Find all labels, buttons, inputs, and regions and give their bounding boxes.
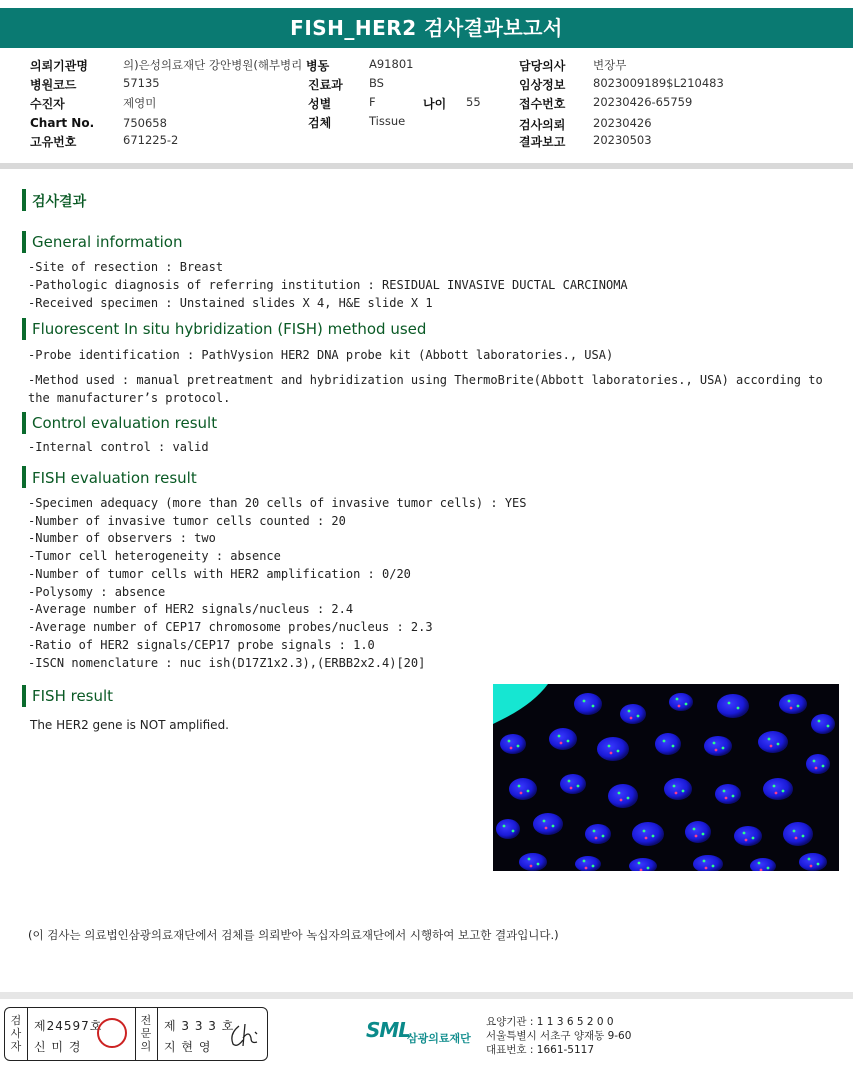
fluorescent-signal bbox=[676, 698, 679, 701]
fluorescent-signal bbox=[592, 865, 595, 868]
cell-nucleus bbox=[549, 728, 577, 750]
section-marker bbox=[22, 189, 26, 211]
info-label: 결과보고 bbox=[519, 135, 566, 149]
text-line: -Number of observers : two bbox=[28, 531, 216, 545]
fluorescent-signal bbox=[818, 720, 821, 723]
fluorescent-signal bbox=[510, 747, 513, 750]
section-heading-result: FISH result bbox=[32, 687, 114, 705]
fluorescent-signal bbox=[797, 705, 800, 708]
text-line: -Internal control : valid bbox=[28, 440, 209, 454]
tester-label: 검사자 bbox=[10, 1014, 22, 1053]
fluorescent-signal bbox=[705, 867, 708, 870]
cell-nucleus bbox=[669, 693, 693, 711]
fluorescent-signal bbox=[647, 867, 650, 870]
fluorescent-signal bbox=[545, 827, 548, 830]
fluorescent-signal bbox=[638, 862, 641, 865]
contact-line: 요양기관 : 1 1 3 6 5 2 0 0 bbox=[486, 1016, 614, 1028]
disclaimer-note: (이 검사는 의료법인삼광의료재단에서 검체를 의뢰받아 녹십자의료재단에서 시행하여 보고한 결과입니다.) bbox=[28, 928, 559, 942]
fluorescent-signal bbox=[713, 742, 716, 745]
text-line: -Pathologic diagnosis of referring institution : RESIDUAL INVASIVE DUCTAL CARCINOMA bbox=[28, 278, 628, 292]
patient-info-block bbox=[0, 55, 853, 155]
info-value: 55 bbox=[466, 95, 481, 109]
fluorescent-signal bbox=[758, 862, 761, 865]
text-line: -Site of resection : Breast bbox=[28, 260, 224, 274]
section-heading-general: General information bbox=[32, 233, 183, 251]
cell-nucleus bbox=[715, 784, 741, 804]
fluorescent-signal bbox=[627, 797, 630, 800]
fluorescent-signal bbox=[695, 835, 698, 838]
info-value: 의)은성의료재단 강안병원(해부병리 bbox=[123, 58, 303, 72]
cell-nucleus bbox=[763, 778, 793, 800]
info-label: 병원코드 bbox=[30, 78, 77, 92]
info-label: 고유번호 bbox=[30, 135, 77, 149]
fluorescent-signal bbox=[663, 740, 666, 743]
contact-info bbox=[486, 1015, 631, 1057]
section-heading-control: Control evaluation result bbox=[32, 414, 218, 432]
fluorescent-signal bbox=[592, 705, 595, 708]
info-value: BS bbox=[369, 76, 384, 90]
cell-nucleus bbox=[799, 853, 827, 871]
fluorescent-signal bbox=[693, 828, 696, 831]
cell-nucleus bbox=[779, 694, 807, 714]
info-value: 20230503 bbox=[593, 133, 652, 147]
info-value: 671225-2 bbox=[123, 133, 179, 147]
fluorescent-signal bbox=[715, 749, 718, 752]
text-line: -Received specimen : Unstained slides X 4, H&E slide X 1 bbox=[28, 296, 433, 310]
fluorescent-signal bbox=[775, 792, 778, 795]
text-line: -Average number of CEP17 chromosome probes/nucleus : 2.3 bbox=[28, 620, 433, 634]
main-heading: 검사결과 bbox=[32, 194, 87, 210]
signature-icon bbox=[227, 1020, 263, 1050]
info-value: 변장무 bbox=[593, 58, 627, 72]
fluorescent-signal bbox=[508, 740, 511, 743]
cell-nucleus bbox=[758, 731, 788, 753]
fluorescent-signal bbox=[630, 717, 633, 720]
fluorescent-signal bbox=[530, 865, 533, 868]
info-value: F bbox=[369, 95, 376, 109]
info-label: 접수번호 bbox=[519, 97, 566, 111]
text-line: -Specimen adequacy (more than 20 cells of invasive tumor cells) : YES bbox=[28, 496, 527, 510]
cell-nucleus bbox=[620, 704, 646, 724]
contact-line: 서울특별시 서초구 양재동 9-60 bbox=[486, 1030, 632, 1042]
fluorescent-signal bbox=[795, 837, 798, 840]
fluorescent-signal bbox=[743, 832, 746, 835]
result-text: The HER2 gene is NOT amplified. bbox=[30, 718, 229, 732]
fluorescent-signal bbox=[722, 747, 725, 750]
report-title: FISH_HER2 검사결과보고서 bbox=[0, 8, 853, 48]
cell-nucleus bbox=[496, 819, 520, 839]
fluorescent-signal bbox=[610, 752, 613, 755]
fluorescent-signal bbox=[802, 835, 805, 838]
fluorescent-signal bbox=[672, 745, 675, 748]
fluorescent-signal bbox=[593, 830, 596, 833]
fluorescent-signal bbox=[728, 702, 731, 705]
fluorescent-signal bbox=[577, 785, 580, 788]
fluorescent-signal bbox=[810, 865, 813, 868]
divider bbox=[157, 1008, 158, 1060]
info-label: 성별 bbox=[308, 97, 332, 111]
tester-number: 제24597호 bbox=[34, 1019, 103, 1033]
fluorescent-signal bbox=[637, 715, 640, 718]
fluorescent-signal bbox=[602, 835, 605, 838]
fluorescent-signal bbox=[808, 858, 811, 861]
fluorescent-signal bbox=[618, 792, 621, 795]
cell-nucleus bbox=[560, 774, 586, 794]
fluorescent-signal bbox=[567, 740, 570, 743]
fluorescent-signal bbox=[817, 863, 820, 866]
info-value: 750658 bbox=[123, 116, 167, 130]
info-label: 검사의뢰 bbox=[519, 118, 566, 132]
fluorescent-signal bbox=[652, 835, 655, 838]
section-marker bbox=[22, 685, 26, 707]
fluorescent-signal bbox=[528, 858, 531, 861]
info-value: 제영미 bbox=[123, 96, 157, 110]
fluorescent-signal bbox=[682, 790, 685, 793]
cell-nucleus bbox=[585, 824, 611, 844]
fluorescent-signal bbox=[675, 792, 678, 795]
tester-name: 신 미 경 bbox=[34, 1040, 82, 1054]
org-name: 삼광의료재단 bbox=[407, 1032, 471, 1045]
doctor-label: 전문의 bbox=[140, 1014, 152, 1053]
divider bbox=[0, 163, 853, 169]
info-label: 수진자 bbox=[30, 97, 65, 111]
fluorescent-signal bbox=[645, 837, 648, 840]
fluorescent-signal bbox=[620, 799, 623, 802]
info-value: 57135 bbox=[123, 76, 160, 90]
text-line: -Polysomy : absence bbox=[28, 585, 166, 599]
info-label: 진료과 bbox=[308, 78, 343, 92]
fluorescent-signal bbox=[583, 860, 586, 863]
sml-logo bbox=[366, 1016, 478, 1054]
text-line: -Ratio of HER2 signals/CEP17 probe signals : 1.0 bbox=[28, 638, 375, 652]
fluorescent-signal bbox=[543, 820, 546, 823]
section-marker bbox=[22, 412, 26, 434]
cell-nucleus bbox=[509, 778, 537, 800]
fluorescent-signal bbox=[673, 785, 676, 788]
section-heading-evaluation: FISH evaluation result bbox=[32, 469, 197, 487]
fluorescent-signal bbox=[527, 790, 530, 793]
signature-box bbox=[4, 1007, 268, 1061]
fluorescent-signal bbox=[737, 707, 740, 710]
fluorescent-signal bbox=[723, 790, 726, 793]
cell-nucleus bbox=[597, 737, 629, 761]
text-line: -Average number of HER2 signals/nucleus : 2.4 bbox=[28, 602, 354, 616]
section-marker bbox=[22, 466, 26, 488]
text-line: -Method used : manual pretreatment and hybridization using ThermoBrite(Abbott laboratories., USA) according to the manufacturer’s protocol. bbox=[28, 373, 823, 405]
doctor-name: 지 현 영 bbox=[164, 1040, 212, 1054]
info-value: 20230426-65759 bbox=[593, 95, 693, 109]
text-line: -Tumor cell heterogeneity : absence bbox=[28, 549, 281, 563]
fluorescent-signal bbox=[552, 825, 555, 828]
info-label: 의뢰기관명 bbox=[30, 59, 88, 73]
fluorescent-signal bbox=[583, 700, 586, 703]
fluorescent-signal bbox=[628, 710, 631, 713]
cell-nucleus bbox=[806, 754, 830, 774]
cell-nucleus bbox=[685, 821, 711, 843]
fluorescent-signal bbox=[732, 795, 735, 798]
cell-nucleus bbox=[734, 826, 762, 846]
doctor-number: 제 3 3 3 호 bbox=[164, 1019, 235, 1033]
section-marker bbox=[22, 318, 26, 340]
fluorescent-signal bbox=[793, 830, 796, 833]
cell-nucleus bbox=[717, 694, 749, 718]
fluorescent-signal bbox=[570, 787, 573, 790]
cell-nucleus bbox=[574, 693, 602, 715]
info-label: 검체 bbox=[308, 116, 332, 130]
fluorescent-signal bbox=[568, 780, 571, 783]
fluorescent-signal bbox=[595, 837, 598, 840]
info-label: 병동 bbox=[306, 59, 330, 73]
info-value: 20230426 bbox=[593, 116, 652, 130]
fluorescent-signal bbox=[520, 792, 523, 795]
divider bbox=[27, 1008, 28, 1060]
fluorescent-signal bbox=[813, 760, 816, 763]
fluorescent-signal bbox=[685, 703, 688, 706]
fluorescent-signal bbox=[752, 837, 755, 840]
text-line: -ISCN nomenclature : nuc ish(D17Z1x2.3),(ERBB2x2.4)[20] bbox=[28, 656, 426, 670]
info-label: 나이 bbox=[423, 97, 447, 111]
fluorescent-signal bbox=[782, 790, 785, 793]
fluorescent-signal bbox=[822, 765, 825, 768]
fluorescent-signal bbox=[777, 743, 780, 746]
fluorescent-signal bbox=[517, 745, 520, 748]
cell-nucleus bbox=[664, 778, 692, 800]
fluorescent-signal bbox=[585, 867, 588, 870]
cell-nucleus bbox=[608, 784, 638, 808]
fluorescent-signal bbox=[712, 865, 715, 868]
info-label: 임상정보 bbox=[519, 78, 566, 92]
fluorescent-signal bbox=[770, 745, 773, 748]
cell-nucleus bbox=[811, 714, 835, 734]
fluorescent-signal bbox=[773, 785, 776, 788]
info-value: 8023009189$L210483 bbox=[593, 76, 724, 90]
cell-nucleus bbox=[655, 733, 681, 755]
cell-nucleus bbox=[533, 813, 563, 835]
fluorescent-signal bbox=[608, 745, 611, 748]
text-line: -Number of invasive tumor cells counted : 20 bbox=[28, 514, 346, 528]
fluorescent-signal bbox=[560, 742, 563, 745]
contact-line: 대표번호 : 1661-5117 bbox=[486, 1044, 595, 1056]
info-label: Chart No. bbox=[30, 116, 95, 130]
fluorescent-signal bbox=[788, 700, 791, 703]
text-line: -Probe identification : PathVysion HER2 DNA probe kit (Abbott laboratories., USA) bbox=[28, 348, 614, 362]
fish-microscopy-image bbox=[493, 684, 839, 871]
fluorescent-signal bbox=[790, 707, 793, 710]
fluorescent-signal bbox=[518, 785, 521, 788]
info-value: A91801 bbox=[369, 57, 414, 71]
fluorescent-signal bbox=[512, 830, 515, 833]
fluorescent-signal bbox=[768, 738, 771, 741]
cell-nucleus bbox=[704, 736, 732, 756]
info-value: Tissue bbox=[369, 114, 406, 128]
fluorescent-signal bbox=[617, 750, 620, 753]
fluorescent-signal bbox=[745, 839, 748, 842]
logo-mark: SML bbox=[366, 1018, 411, 1042]
fluorescent-signal bbox=[537, 863, 540, 866]
fluorescent-signal bbox=[702, 833, 705, 836]
fluorescent-signal bbox=[503, 825, 506, 828]
cell-nucleus bbox=[519, 853, 547, 871]
divider bbox=[135, 1008, 136, 1060]
fluorescent-signal bbox=[678, 705, 681, 708]
cell-nucleus bbox=[783, 822, 813, 846]
fluorescent-signal bbox=[767, 867, 770, 870]
text-line: -Number of tumor cells with HER2 amplification : 0/20 bbox=[28, 567, 411, 581]
cell-nucleus bbox=[500, 734, 526, 754]
fluorescent-signal bbox=[815, 767, 818, 770]
fluorescent-signal bbox=[725, 797, 728, 800]
section-marker bbox=[22, 231, 26, 253]
fluorescent-signal bbox=[558, 735, 561, 738]
footer-divider bbox=[0, 992, 853, 999]
cell-nucleus bbox=[632, 822, 664, 846]
seal-stamp-icon bbox=[97, 1018, 127, 1048]
info-label: 담당의사 bbox=[519, 59, 566, 73]
fluorescent-signal bbox=[643, 830, 646, 833]
fluorescent-signal bbox=[703, 860, 706, 863]
section-heading-method: Fluorescent In situ hybridization (FISH) method used bbox=[32, 320, 427, 338]
fluorescent-signal bbox=[827, 725, 830, 728]
